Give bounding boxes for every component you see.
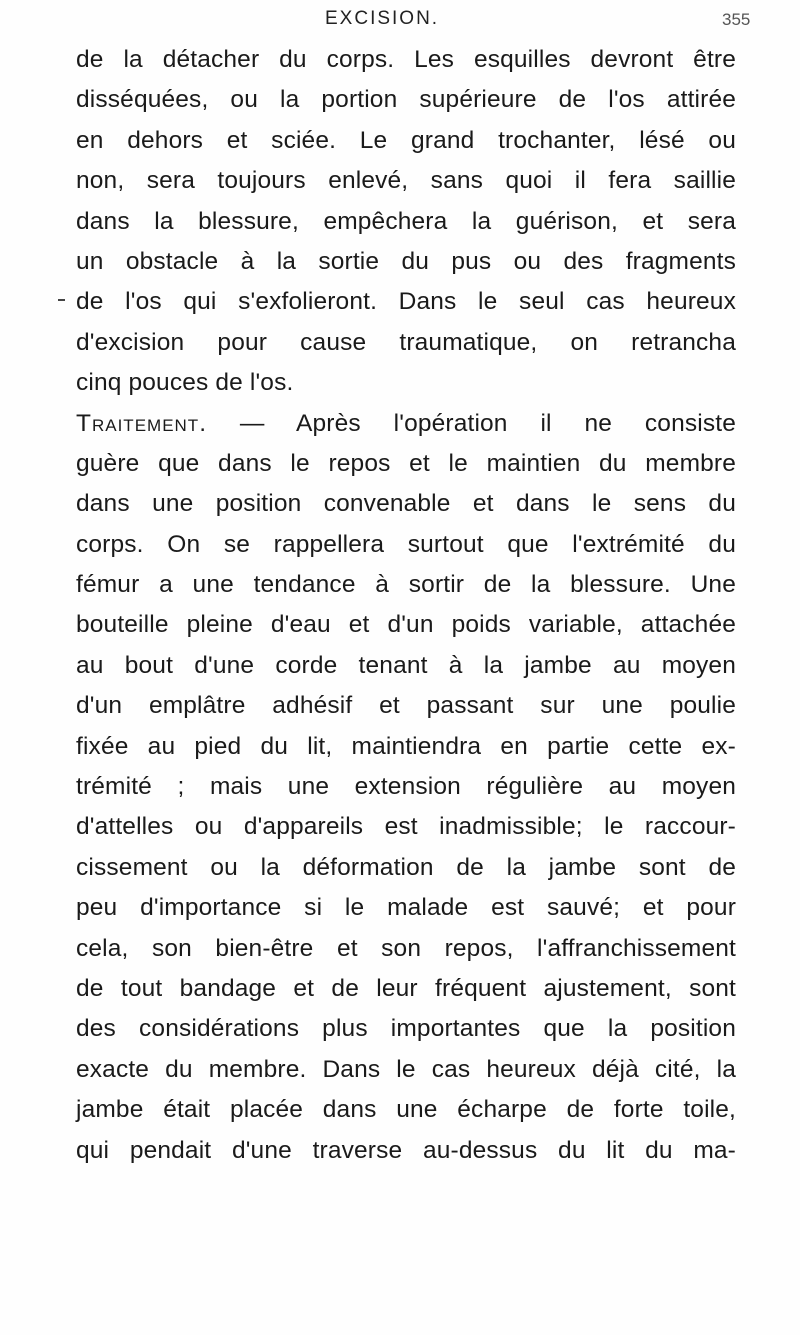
- text-line: de l'os qui s'exfolieront. Dans le seul cas heureux: [76, 288, 736, 316]
- text-line: peu d'importance si le malade est sauvé; et pour: [76, 894, 736, 922]
- text-line: cissement ou la déformation de la jambe sont de: [76, 853, 736, 881]
- text-line: dans une position convenable et dans le sens du: [76, 490, 736, 518]
- margin-mark: [58, 299, 65, 301]
- text-line: jambe était placée dans une écharpe de forte toile,: [76, 1096, 736, 1124]
- text-line: cinq pouces de l'os.: [76, 369, 294, 397]
- text-line: d'excision pour cause traumatique, on retrancha: [76, 328, 736, 356]
- text-line-rest: — Après l'opération il ne consiste: [239, 409, 736, 437]
- text-line: en dehors et sciée. Le grand trochanter, lésé ou: [76, 126, 736, 154]
- page-number: 355: [722, 10, 751, 29]
- text-line: qui pendait d'une traverse au-dessus du lit du ma-: [76, 1136, 736, 1164]
- text-line: trémité ; mais une extension régulière au moyen: [76, 773, 736, 801]
- text-line: dans la blessure, empêchera la guérison, et sera: [76, 207, 736, 235]
- body-text: [76, 40, 736, 1171]
- text-line: au bout d'une corde tenant à la jambe au moyen: [76, 651, 736, 679]
- text-line: de tout bandage et de leur fréquent ajustement, sont: [76, 974, 736, 1002]
- text-line: bouteille pleine d'eau et d'un poids variable, attachée: [76, 611, 736, 639]
- text-line: un obstacle à la sortie du pus ou des fragments: [76, 247, 736, 275]
- running-head: [0, 8, 800, 38]
- text-line: de la détacher du corps. Les esquilles devront être: [76, 46, 736, 73]
- text-line: disséquées, ou la portion supérieure de l'os attirée: [76, 86, 736, 114]
- section-heading: Traitement.: [76, 409, 207, 437]
- text-line: d'un emplâtre adhésif et passant sur une poulie: [76, 692, 736, 720]
- text-line: non, sera toujours enlevé, sans quoi il fera saillie: [76, 167, 736, 195]
- text-line: guère que dans le repos et le maintien du membre: [76, 449, 736, 477]
- text-line: exacte du membre. Dans le cas heureux déjà cité, la: [76, 1055, 736, 1083]
- text-line: cela, son bien-être et son repos, l'affranchissement: [76, 934, 736, 962]
- running-title: EXCISION.: [325, 8, 440, 29]
- text-line: fémur a une tendance à sortir de la blessure. Une: [76, 571, 736, 599]
- text-line: corps. On se rappellera surtout que l'extrémité du: [76, 530, 736, 558]
- text-line: fixée au pied du lit, maintiendra en partie cette ex-: [76, 732, 736, 760]
- text-line-with-heading: [76, 404, 736, 444]
- text-line: d'attelles ou d'appareils est inadmissible; le raccour-: [76, 813, 736, 841]
- text-line: des considérations plus importantes que la position: [76, 1015, 736, 1043]
